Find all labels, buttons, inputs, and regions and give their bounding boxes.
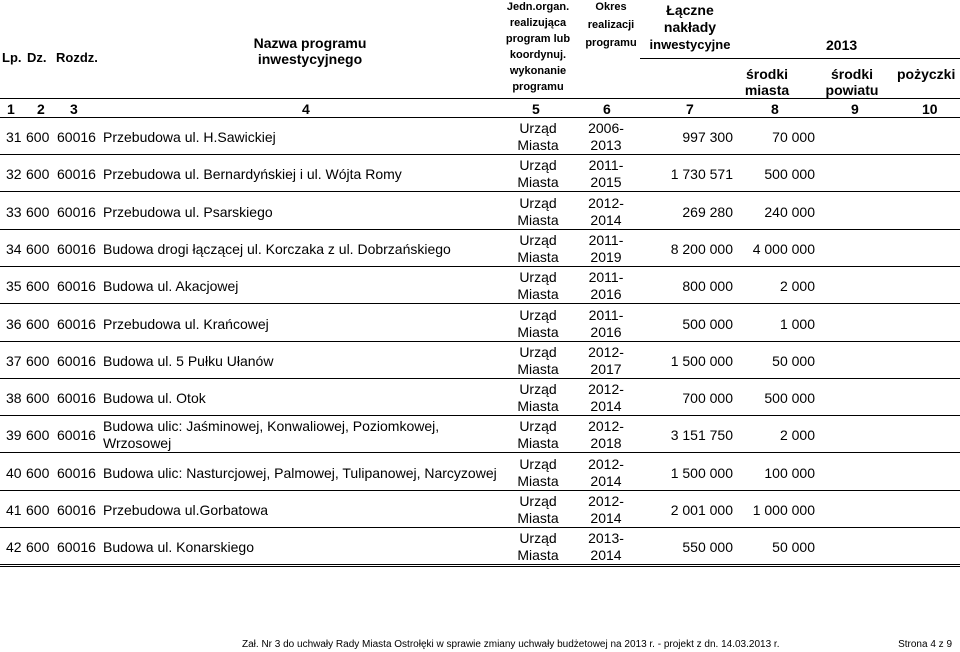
table-bottom-border	[0, 566, 960, 567]
row-city-funds: 70 000	[772, 129, 815, 145]
row-city-funds: 4 000 000	[752, 241, 815, 257]
row-lp: 38	[6, 390, 22, 406]
row-city-funds: 100 000	[764, 465, 815, 481]
row-program-name: Budowa ulic: Nasturcjowej, Palmowej, Tulipanowej, Narcyzowej	[103, 465, 497, 481]
header-laczne-line: Łączne	[666, 2, 714, 18]
header-jedn-line: Jedn.organ.	[506, 1, 570, 13]
col-number: 10	[922, 101, 938, 117]
header-srodki-miasta-line: miasta	[744, 82, 790, 98]
row-rozdz: 60016	[57, 166, 96, 182]
row-period: 2011-	[588, 269, 624, 285]
row-lp: 35	[6, 278, 22, 294]
page-footer	[0, 637, 960, 652]
row-unit: Miasta	[517, 510, 559, 526]
row-unit: Miasta	[517, 473, 559, 489]
row-lp: 41	[6, 502, 22, 518]
row-lp: 39	[6, 427, 22, 443]
row-unit: Urząd	[519, 195, 557, 211]
row-rozdz: 60016	[57, 241, 96, 257]
row-program-name: Budowa ul. Konarskiego	[103, 539, 254, 555]
row-rozdz: 60016	[57, 390, 96, 406]
row-dz: 600	[26, 166, 50, 182]
row-unit: Urząd	[519, 381, 557, 397]
row-dz: 600	[26, 427, 50, 443]
row-program-name: Przebudowa ul. Krańcowej	[103, 316, 269, 332]
row-period: 2014	[590, 510, 622, 526]
row-lp: 33	[6, 204, 22, 220]
row-unit: Miasta	[517, 324, 559, 340]
row-unit: Miasta	[517, 361, 559, 377]
header-okres-line: Okres	[595, 1, 627, 13]
row-total-outlays: 269 280	[682, 204, 733, 220]
row-total-outlays: 1 730 571	[670, 166, 733, 182]
table-row	[0, 305, 960, 342]
table-row	[0, 491, 960, 528]
table-row	[0, 267, 960, 304]
row-period: 2011-	[588, 157, 624, 173]
row-total-outlays: 3 151 750	[670, 427, 733, 443]
row-city-funds: 50 000	[772, 539, 815, 555]
row-city-funds: 2 000	[779, 427, 815, 443]
row-program-name: Budowa ulic: Jaśminowej, Konwaliowej, Poziomkowej,	[103, 418, 440, 434]
row-period: 2013-	[588, 530, 624, 546]
row-total-outlays: 1 500 000	[670, 353, 733, 369]
table-header	[0, 0, 960, 117]
header-srodki-powiatu-line: środki	[830, 66, 873, 82]
row-program-name: Budowa ul. Otok	[103, 390, 206, 406]
header-jedn-line: koordynuj.	[509, 49, 567, 61]
header-laczne-line: inwestycyjne	[649, 37, 731, 52]
row-period: 2017	[590, 361, 622, 377]
header-nazwa	[230, 35, 390, 67]
col-number: 4	[302, 101, 310, 117]
row-dz: 600	[26, 204, 50, 220]
row-period: 2006-	[588, 120, 624, 136]
row-city-funds: 2 000	[779, 278, 815, 294]
row-dz: 600	[26, 278, 50, 294]
row-dz: 600	[26, 539, 50, 555]
row-unit: Urząd	[519, 269, 557, 285]
row-rozdz: 60016	[57, 427, 96, 443]
row-unit: Urząd	[519, 344, 557, 360]
row-dz: 600	[26, 465, 50, 481]
row-period: 2014	[590, 212, 622, 228]
row-lp: 42	[6, 539, 22, 555]
row-city-funds: 240 000	[764, 204, 815, 220]
row-total-outlays: 700 000	[682, 390, 733, 406]
row-period: 2012-	[588, 344, 624, 360]
row-dz: 600	[26, 316, 50, 332]
row-city-funds: 50 000	[772, 353, 815, 369]
header-nazwa-line2: inwestycyjnego	[257, 51, 363, 67]
row-lp: 36	[6, 316, 22, 332]
header-year: 2013	[826, 37, 858, 53]
row-dz: 600	[26, 502, 50, 518]
header-rozdz: Rozdz.	[56, 50, 98, 65]
col-number: 9	[851, 101, 859, 117]
header-lp: Lp.	[2, 50, 22, 65]
table-row	[0, 379, 960, 416]
row-unit: Miasta	[517, 137, 559, 153]
header-srodki-miasta-line: środki	[745, 66, 788, 82]
col-number: 2	[37, 101, 45, 117]
row-period: 2014	[590, 473, 622, 489]
row-rozdz: 60016	[57, 539, 96, 555]
table-row	[0, 528, 960, 565]
row-lp: 40	[6, 465, 22, 481]
header-jedn	[496, 1, 580, 94]
row-lp: 37	[6, 353, 22, 369]
row-city-funds: 1 000	[779, 316, 815, 332]
row-program-name: Przebudowa ul.Gorbatowa	[103, 502, 268, 518]
row-unit: Urząd	[519, 307, 557, 323]
row-period: 2012-	[588, 195, 624, 211]
header-laczne-line: nakłady	[663, 19, 717, 35]
row-city-funds: 1 000 000	[752, 502, 815, 518]
row-total-outlays: 800 000	[682, 278, 733, 294]
footer-page-number: Strona 4 z 9	[898, 639, 952, 650]
row-unit: Urząd	[519, 120, 557, 136]
table-row	[0, 155, 960, 192]
col-number: 7	[686, 101, 694, 117]
row-period: 2016	[590, 286, 622, 302]
col-number: 1	[7, 101, 15, 117]
footer-note: Zał. Nr 3 do uchwały Rady Miasta Ostrołęki w sprawie zmiany uchwały budżetowej na 2013 r. - projekt z dn. 14.03.2013 r.	[242, 639, 780, 650]
row-unit: Urząd	[519, 232, 557, 248]
row-period: 2015	[590, 174, 622, 190]
table-row	[0, 230, 960, 267]
row-period: 2013	[590, 137, 622, 153]
header-srodki-powiatu-line: powiatu	[825, 82, 879, 98]
row-unit: Urząd	[519, 530, 557, 546]
header-divider	[0, 98, 960, 99]
row-rozdz: 60016	[57, 465, 96, 481]
col-number: 3	[70, 101, 78, 117]
row-unit: Miasta	[517, 547, 559, 563]
table-row	[0, 193, 960, 230]
header-okres	[578, 1, 644, 50]
col-number: 5	[532, 101, 540, 117]
row-city-funds: 500 000	[764, 390, 815, 406]
table-row	[0, 118, 960, 155]
row-rozdz: 60016	[57, 353, 96, 369]
row-dz: 600	[26, 353, 50, 369]
header-srodki-miasta	[733, 66, 801, 98]
row-total-outlays: 550 000	[682, 539, 733, 555]
row-program-name: Wrzosowej	[103, 435, 172, 451]
row-lp: 32	[6, 166, 22, 182]
row-period: 2012-	[588, 493, 624, 509]
table-row	[0, 416, 960, 453]
row-unit: Miasta	[517, 398, 559, 414]
row-dz: 600	[26, 390, 50, 406]
row-city-funds: 500 000	[764, 166, 815, 182]
row-program-name: Budowa ul. 5 Pułku Ułanów	[103, 353, 274, 369]
header-pozyczki: pożyczki	[897, 66, 956, 82]
row-unit: Miasta	[517, 435, 559, 451]
row-dz: 600	[26, 129, 50, 145]
row-unit: Miasta	[517, 212, 559, 228]
row-period: 2012-	[588, 456, 624, 472]
row-total-outlays: 1 500 000	[670, 465, 733, 481]
row-rozdz: 60016	[57, 204, 96, 220]
row-program-name: Przebudowa ul. Psarskiego	[103, 204, 273, 220]
row-rozdz: 60016	[57, 278, 96, 294]
row-unit: Miasta	[517, 249, 559, 265]
row-unit: Urząd	[519, 456, 557, 472]
header-nazwa-line1: Nazwa programu	[253, 35, 367, 51]
row-period: 2011-	[588, 307, 624, 323]
table-row	[0, 342, 960, 379]
row-program-name: Przebudowa ul. H.Sawickiej	[103, 129, 276, 145]
header-okres-line: realizacji	[587, 19, 635, 31]
row-unit: Urząd	[519, 157, 557, 173]
header-okres-line: programu	[585, 37, 637, 49]
row-total-outlays: 2 001 000	[670, 502, 733, 518]
row-program-name: Przebudowa ul. Bernardyńskiej i ul. Wójta Romy	[103, 166, 402, 182]
row-total-outlays: 8 200 000	[670, 241, 733, 257]
row-period: 2014	[590, 398, 622, 414]
row-total-outlays: 500 000	[682, 316, 733, 332]
row-period: 2019	[590, 249, 622, 265]
row-period: 2014	[590, 547, 622, 563]
row-lp: 31	[6, 129, 22, 145]
row-unit: Miasta	[517, 174, 559, 190]
col-number: 6	[603, 101, 611, 117]
header-srodki-powiatu	[817, 66, 887, 98]
row-period: 2011-	[588, 232, 624, 248]
row-period: 2012-	[588, 381, 624, 397]
row-rozdz: 60016	[57, 129, 96, 145]
row-period: 2018	[590, 435, 622, 451]
row-period: 2012-	[588, 418, 624, 434]
row-rozdz: 60016	[57, 502, 96, 518]
header-divider	[640, 58, 960, 59]
header-laczne	[640, 2, 740, 53]
header-jedn-line: programu	[512, 81, 564, 93]
row-unit: Miasta	[517, 286, 559, 302]
row-lp: 34	[6, 241, 22, 257]
header-dz: Dz.	[27, 50, 47, 65]
header-jedn-line: wykonanie	[509, 65, 567, 77]
row-unit: Urząd	[519, 418, 557, 434]
table-row	[0, 454, 960, 491]
col-number: 8	[771, 101, 779, 117]
row-dz: 600	[26, 241, 50, 257]
row-program-name: Budowa ul. Akacjowej	[103, 278, 239, 294]
header-jedn-line: program lub	[505, 33, 571, 45]
row-rozdz: 60016	[57, 316, 96, 332]
header-jedn-line: realizująca	[509, 17, 567, 29]
row-unit: Urząd	[519, 493, 557, 509]
row-total-outlays: 997 300	[682, 129, 733, 145]
row-program-name: Budowa drogi łączącej ul. Korczaka z ul. Dobrzańskiego	[103, 241, 451, 257]
row-period: 2016	[590, 324, 622, 340]
